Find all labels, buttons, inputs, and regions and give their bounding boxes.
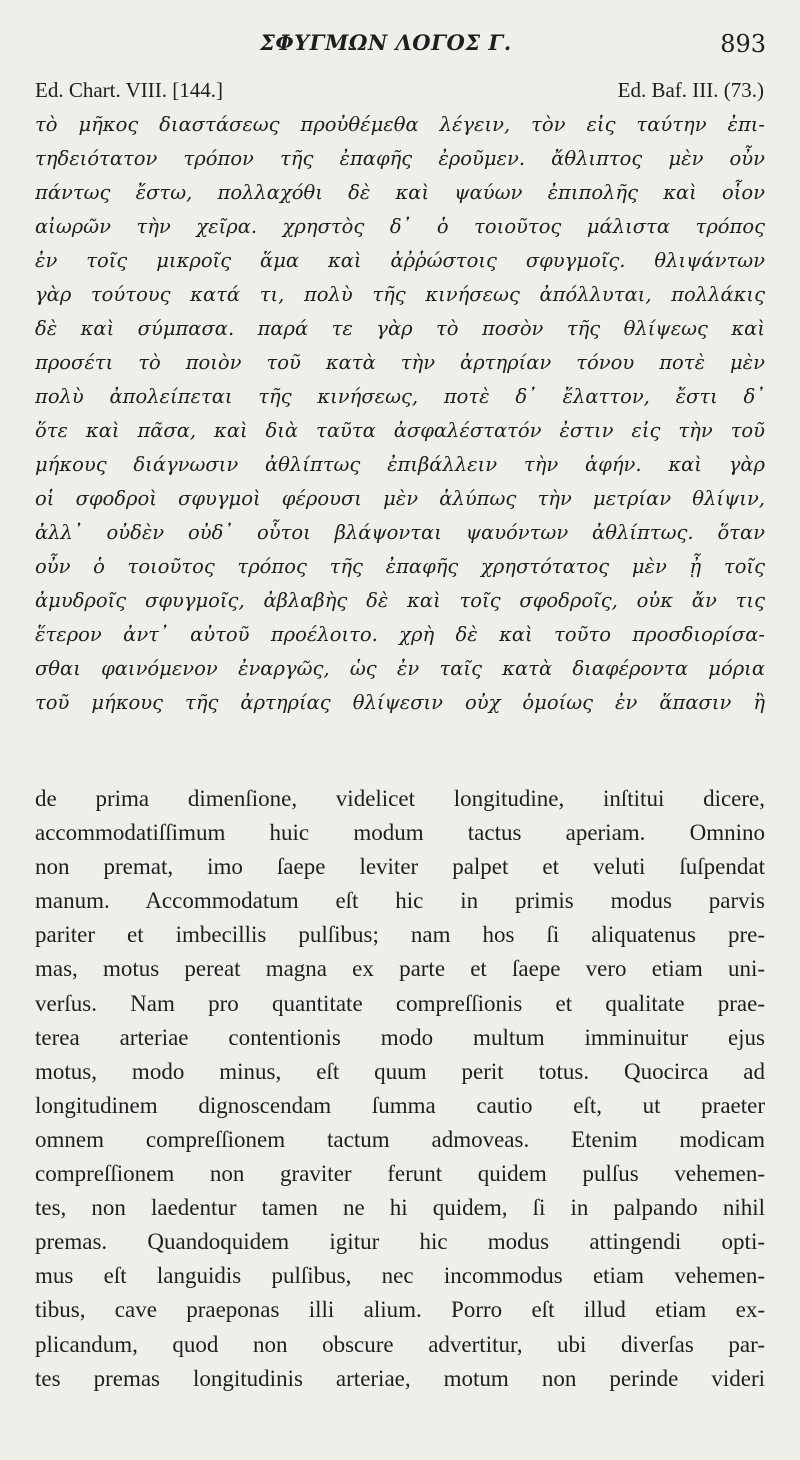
- latin-text-line: manum. Accommodatum eſt hic in primis modus parvis: [35, 888, 765, 914]
- greek-text-line: ἀμυδροῖς σφυγμοῖς, ἀβλαβὴς δὲ καὶ τοῖς σφοδροῖς, οὐκ ἄν τις: [35, 589, 765, 612]
- latin-text-line: tes, non laedentur tamen ne hi quidem, ſi in palpando nihil: [35, 1195, 765, 1221]
- greek-text-line: τὸ μῆκος διαστάσεως προὐθέμεθα λέγειν, τὸν εἰς ταύτην ἐπι-: [35, 113, 765, 136]
- edition-reference-chartier: Ed. Chart. VIII. [144.]: [35, 78, 223, 102]
- greek-text-line: γὰρ τούτους κατά τι, πολὺ τῆς κινήσεως ἀπόλλυται, πολλάκις: [35, 283, 765, 306]
- latin-text-line: non premat, imo ſaepe leviter palpet et veluti ſuſpendat: [35, 854, 765, 880]
- greek-text-line: τοῦ μήκους τῆς ἀρτηρίας θλίψεσιν οὐχ ὁμοίως ἐν ἅπασιν ἢ: [35, 691, 765, 714]
- latin-text-line: premas. Quandoquidem igitur hic modus attingendi opti-: [35, 1229, 765, 1255]
- greek-text-block: [35, 108, 765, 720]
- greek-text-line: πάντως ἔστω, πολλαχόθι δὲ καὶ ψαύων ἐπιπολῆς καὶ οἷον: [35, 181, 765, 204]
- latin-text-line: omnem compreſſionem tactum admoveas. Etenim modicam: [35, 1126, 765, 1152]
- greek-text-line: αἰωρῶν τὴν χεῖρα. χρηστὸς δ᾽ ὁ τοιοῦτος μάλιστα τρόπος: [35, 215, 765, 238]
- latin-text-line: pariter et imbecillis pulſibus; nam hos ſi aliquatenus pre-: [35, 922, 765, 948]
- latin-text-line: verſus. Nam pro quantitate compreſſionis et qualitate prae-: [35, 990, 765, 1016]
- greek-text-line: μήκους διάγνωσιν ἀθλίπτως ἐπιβάλλειν τὴν ἁφήν. καὶ γὰρ: [35, 453, 765, 476]
- running-head: ΣΦΥΓΜΩΝ ΛΟΓΟΣ Γ.: [260, 30, 512, 55]
- greek-text-line: ἐν τοῖς μικροῖς ἅμα καὶ ἀῤῥώστοις σφυγμοῖς. θλιψάντων: [35, 249, 765, 272]
- greek-text-line: δὲ καὶ σύμπασα. παρά τε γὰρ τὸ ποσὸν τῆς θλίψεως καὶ: [35, 317, 765, 340]
- greek-text-line: σθαι φαινόμενον ἐναργῶς, ὡς ἐν ταῖς κατὰ διαφέροντα μόρια: [35, 657, 765, 680]
- latin-text-line: tibus, cave praeponas illi alium. Porro eſt illud etiam ex-: [35, 1297, 765, 1323]
- greek-text-line: τηδειότατον τρόπον τῆς ἐπαφῆς ἐροῦμεν. ἄθλιπτος μὲν οὖν: [35, 147, 765, 170]
- greek-text-line: οὖν ὁ τοιοῦτος τρόπος τῆς ἐπαφῆς χρηστότατος μὲν ᾖ τοῖς: [35, 555, 765, 578]
- page-number: 893: [720, 30, 766, 58]
- greek-text-line: πολὺ ἀπολείπεται τῆς κινήσεως, ποτὲ δ᾽ ἔλαττον, ἔστι δ᾽: [35, 385, 765, 408]
- edition-reference-basel: Ed. Baf. III. (73.): [617, 78, 764, 102]
- latin-text-line: motus, modo minus, eſt quum perit totus. Quocirca ad: [35, 1058, 765, 1084]
- latin-text-line: terea arteriae contentionis modo multum imminuitur ejus: [35, 1024, 765, 1050]
- greek-text-line: ἀλλ᾽ οὐδὲν οὐδ᾽ οὗτοι βλάψονται ψαυόντων ἀθλίπτως. ὅταν: [35, 521, 765, 544]
- greek-text-line: προσέτι τὸ ποιὸν τοῦ κατὰ τὴν ἀρτηρίαν τόνου ποτὲ μὲν: [35, 351, 765, 374]
- latin-text-line: accommodatiſſimum huic modum tactus aperiam. Omnino: [35, 820, 765, 846]
- greek-text-line: ἕτερον ἀντ᾽ αὐτοῦ προέλοιτο. χρὴ δὲ καὶ τοῦτο προσδιορίσα-: [35, 623, 765, 646]
- greek-text-line: οἱ σφοδροὶ σφυγμοὶ φέρουσι μὲν ἀλύπως τὴν μετρίαν θλίψιν,: [35, 487, 765, 510]
- latin-text-line: mas, motus pereat magna ex parte et ſaepe vero etiam uni-: [35, 956, 765, 982]
- latin-text-line: compreſſionem non graviter ferunt quidem pulſus vehemen-: [35, 1161, 765, 1187]
- latin-translation-block: [35, 782, 765, 1396]
- latin-text-line: mus eſt languidis pulſibus, nec incommodus etiam vehemen-: [35, 1263, 765, 1289]
- latin-text-line: de prima dimenſione, videlicet longitudine, inſtitui dicere,: [35, 786, 765, 811]
- latin-text-line: longitudinem dignoscendam ſumma cautio eſt, ut praeter: [35, 1092, 765, 1118]
- latin-text-line: tes premas longitudinis arteriae, motum non perinde videri: [35, 1365, 765, 1391]
- greek-text-line: ὅτε καὶ πᾶσα, καὶ διὰ ταῦτα ἀσφαλέστατόν ἐστιν εἰς τὴν τοῦ: [35, 419, 765, 442]
- latin-text-line: plicandum, quod non obscure advertitur, ubi diverſas par-: [35, 1331, 765, 1357]
